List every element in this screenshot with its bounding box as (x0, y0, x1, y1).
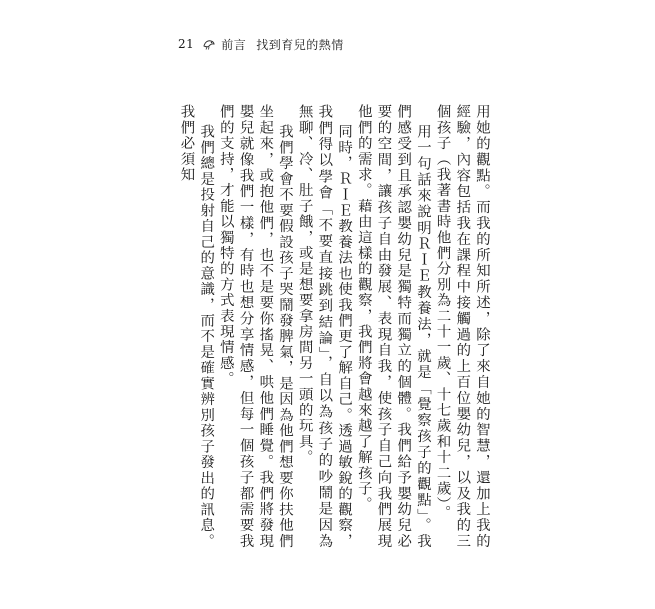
body-text (173, 104, 491, 549)
chapter-title: 找到育兒的熱情 (256, 37, 344, 52)
paragraph-4: 我們學會不要假設孩子哭鬧發脾氣，是因為他們想要你扶他們坐起來，或抱他們，也不是要你搖晃、哄他們睡覺。我們將發現嬰兒就像我們一樣，有時也想分享情感，但每一個孩子都需要我們的支持，才能以獨特的方式表現情感。 (217, 104, 293, 549)
running-header (178, 34, 344, 54)
paragraph-5: 我們總是投射自己的意識，而不是確實辨別孩子發出的訊息。我們必須知 (178, 104, 215, 549)
chapter-label: 前言 (221, 37, 247, 52)
page-number: 21 (178, 37, 195, 51)
paragraph-1: 用她的觀點。而我的所知所述，除了來自她的智慧，還加上我的經驗，內容包括我在課程中接觸過的上百位嬰幼兒，以及我的三個孩子（我著書時他們分別為二十一歲、十七歲和十二歲）。 (434, 104, 490, 549)
paragraph-2: 用一句話來說明ＲＩＥ教養法，就是「覺察孩子的觀點」。我們感受到且承認嬰幼兒是獨特而獨立的個體。我們給予嬰幼兒必要的空間，讓孩子自由發展、表現自我，使孩子自己向我們展現他們的需求。藉由這樣的觀察，我們將會越來越了解孩子。 (355, 104, 431, 549)
bird-icon (202, 37, 216, 51)
paragraph-3: 同時，ＲＩＥ教養法也使我們更了解自己。透過敏銳的觀察，我們得以學會「不要直接跳到結論」，自以為孩子的吵鬧是因為無聊、冷、肚子餓，或是想要拿房間另一頭的玩具。 (296, 104, 353, 549)
